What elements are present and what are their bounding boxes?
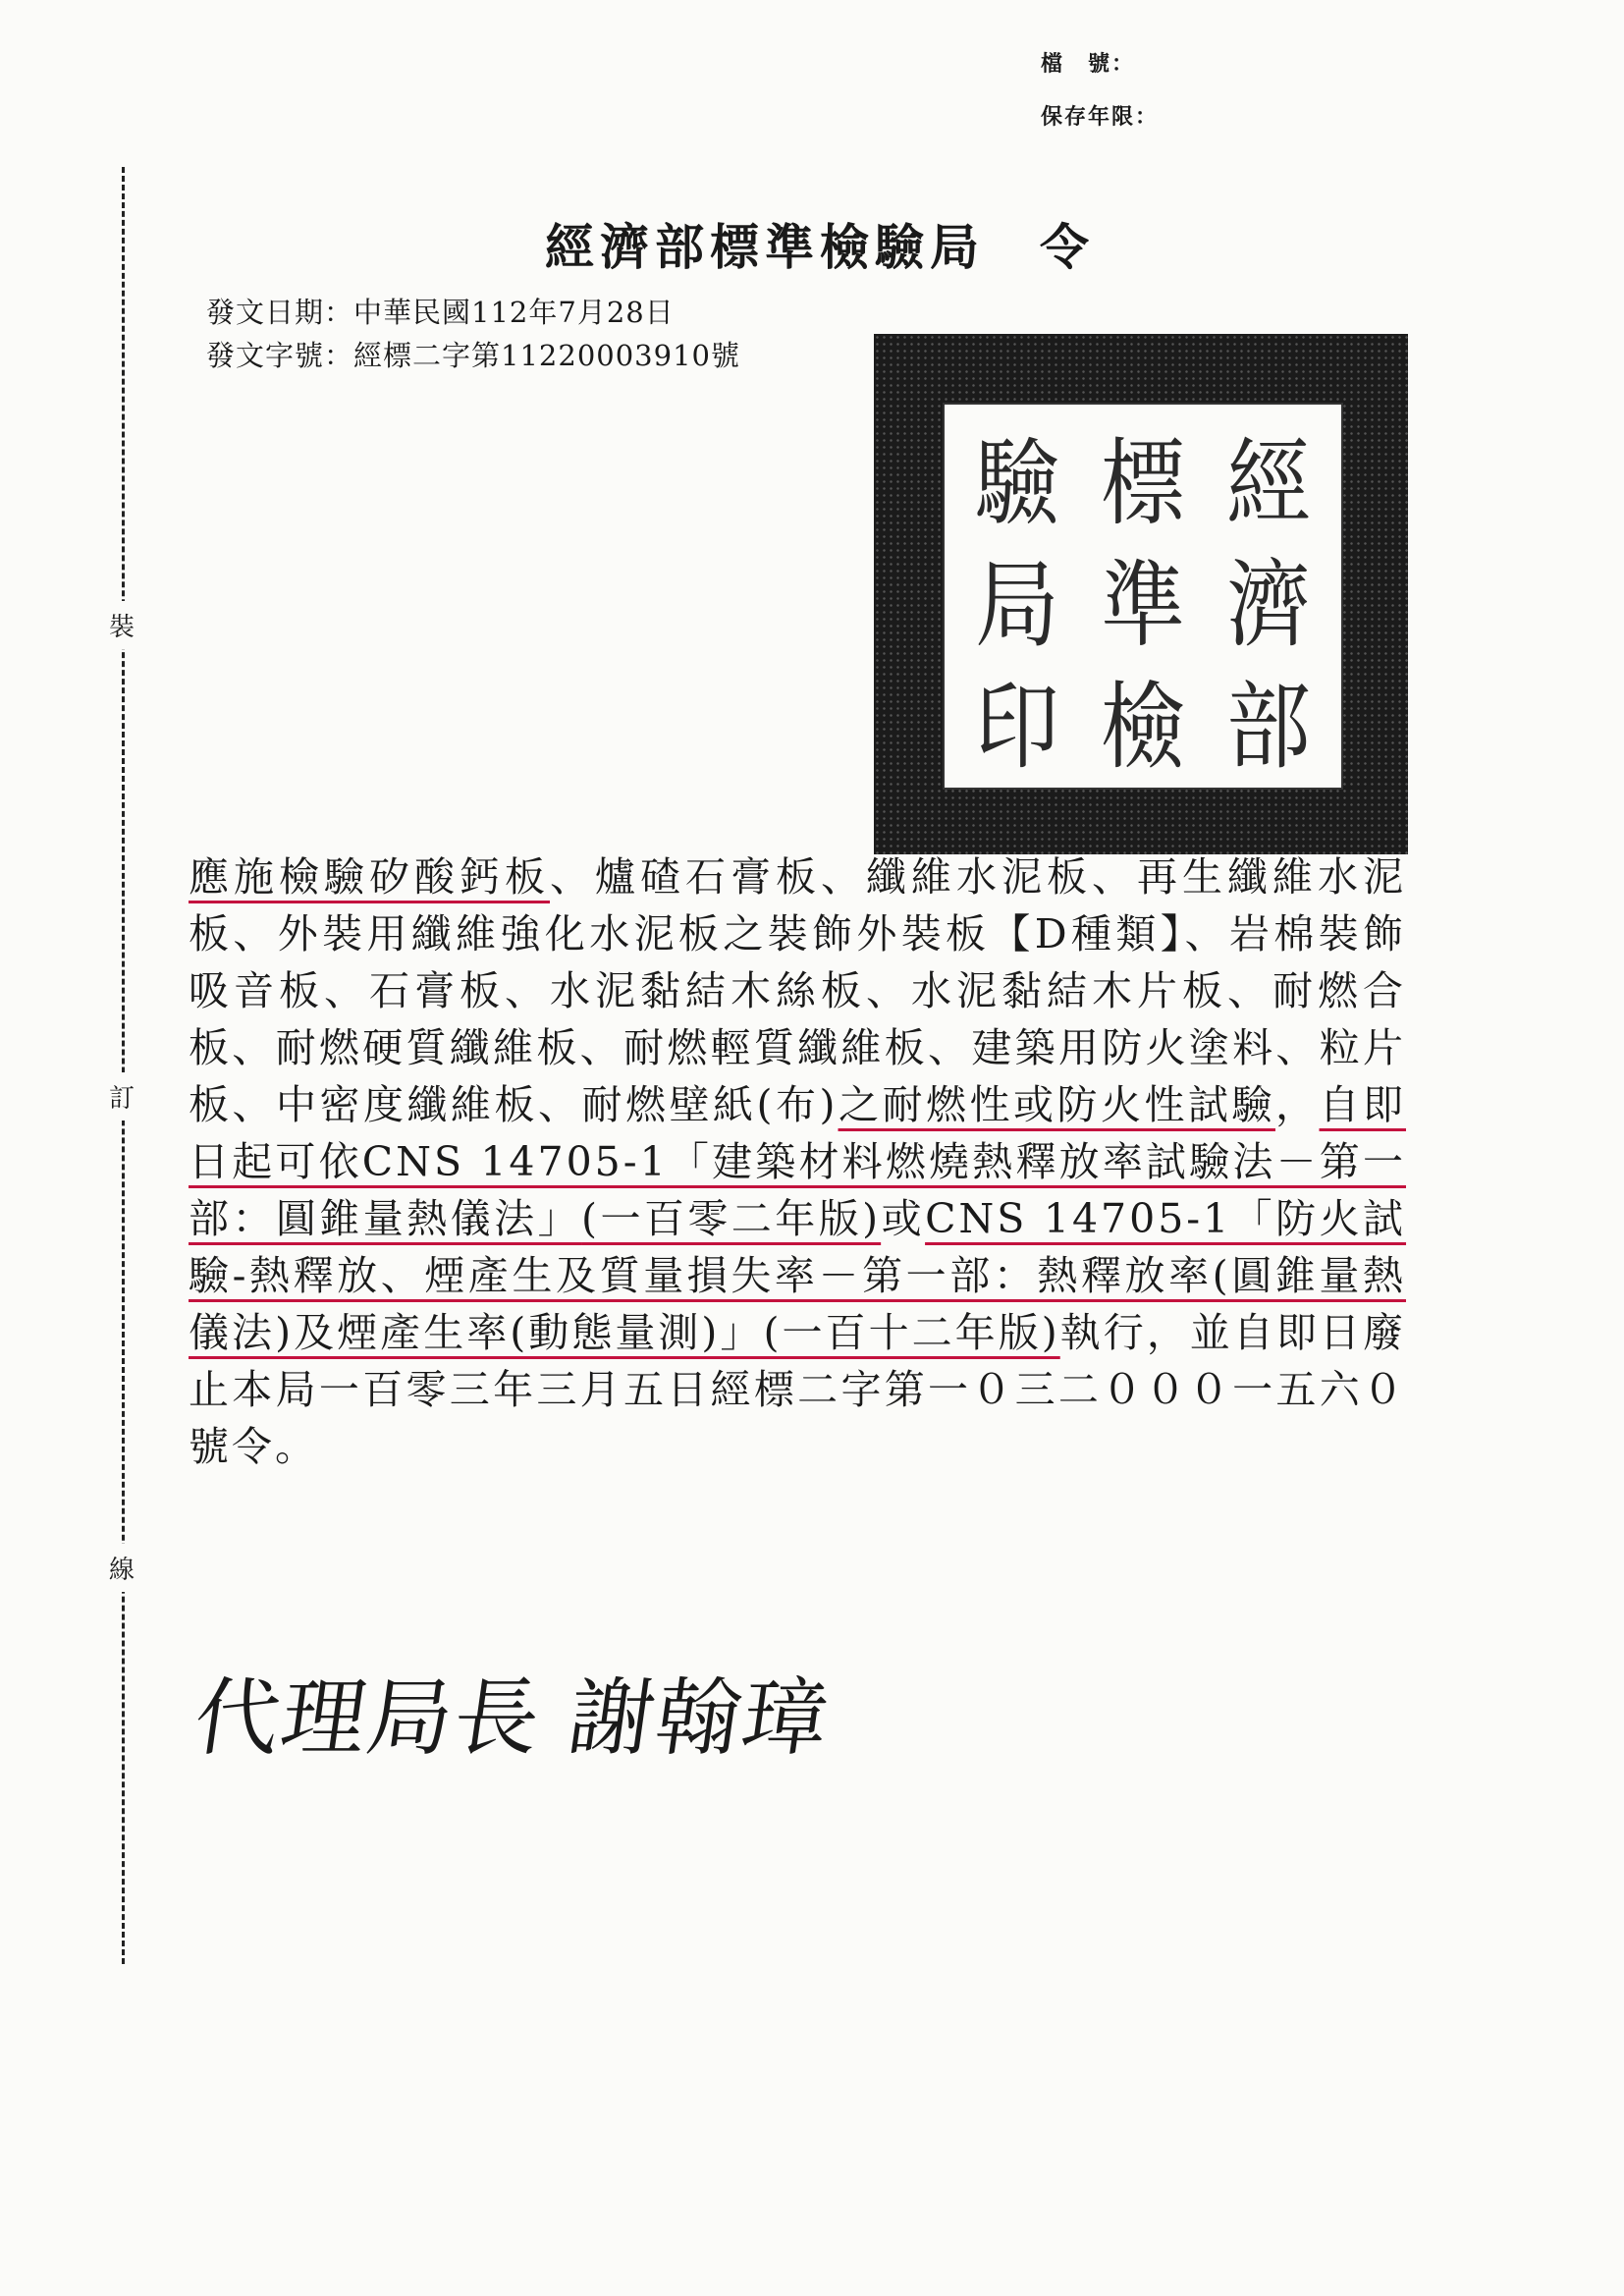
order-conclusion: 執行，並自即日廢止本局一百零三年三月五日經標二字第一０三二０００一五六０號令。 <box>189 1309 1407 1470</box>
seal-char: 印 <box>975 672 1059 783</box>
seal-characters <box>954 414 1331 783</box>
seal-char: 部 <box>1226 672 1311 783</box>
order-body <box>189 848 1406 1475</box>
binding-line <box>122 167 125 1964</box>
signature-block <box>188 1620 1080 1787</box>
seal-char: 濟 <box>1226 550 1311 661</box>
seal-char: 經 <box>1226 428 1311 539</box>
seal-char: 準 <box>1101 550 1185 661</box>
official-seal <box>874 334 1408 854</box>
issue-date-label: 發文日期： <box>206 296 354 329</box>
binding-mark-xian: 線 <box>94 1544 149 1592</box>
document-type: 令 <box>1040 218 1095 276</box>
seal-char: 局 <box>975 550 1059 661</box>
binding-mark-ding: 訂 <box>94 1072 149 1121</box>
binding-mark-zhuang: 裝 <box>94 601 149 649</box>
seal-char: 標 <box>1101 428 1185 539</box>
seal-char: 驗 <box>975 428 1059 539</box>
comma: ， <box>1275 1081 1320 1128</box>
highlight-edition-112: (一百十二年版) <box>763 1309 1060 1356</box>
product-list: 、爐碴石膏板、纖維水泥板、再生纖維水泥板、外裝用纖維強化水泥板之裝飾外裝板【D種類】、岩棉裝飾吸音板、石膏板、水泥黏結木絲板、水泥黏結木片板、耐燃合板、耐燃硬質纖維板、耐燃輕質纖維板、建築用防火塗料、粒片板、中密度纖維板、耐燃壁紙(布) <box>189 853 1406 1128</box>
document-number-label: 發文字號： <box>206 339 354 372</box>
issue-date-line <box>206 291 675 331</box>
highlight-edition-102: (一百零二年版) <box>581 1195 882 1242</box>
document-number-value: 經標二字第11220003910號 <box>353 339 740 372</box>
seal-frame <box>943 403 1343 790</box>
conjunction-or: 或 <box>881 1195 926 1242</box>
file-number-label: 檔 號： <box>1041 51 1136 77</box>
order-paragraph <box>189 848 1406 1475</box>
retention-period-label: 保存年限： <box>1041 104 1160 130</box>
document-title <box>545 208 1095 279</box>
highlight-standard-2023: CNS 14705-1「防火試驗-熱釋放、煙產生及質量損失率－第一部：熱釋放率(圓錐量熱儀法)及煙產生率(動態量測)」 <box>189 1195 1407 1356</box>
agency-name: 經濟部標準檢驗局 <box>545 218 985 276</box>
document-number-line <box>206 334 740 374</box>
issue-date-value: 中華民國112年7月28日 <box>353 296 675 329</box>
highlight-test-scope: 之耐燃性或防火性試驗 <box>838 1081 1275 1128</box>
highlight-standard-2013: 自即日起可依CNS 14705-1「建築材料燃燒熱釋放率試驗法－第一部：圓錐量熱儀法」 <box>189 1081 1406 1242</box>
highlight-product-name: 應施檢驗矽酸鈣板 <box>189 853 550 901</box>
signature-acting-director: 代理局長 謝翰璋 <box>188 1669 837 1768</box>
seal-char: 檢 <box>1101 672 1185 783</box>
